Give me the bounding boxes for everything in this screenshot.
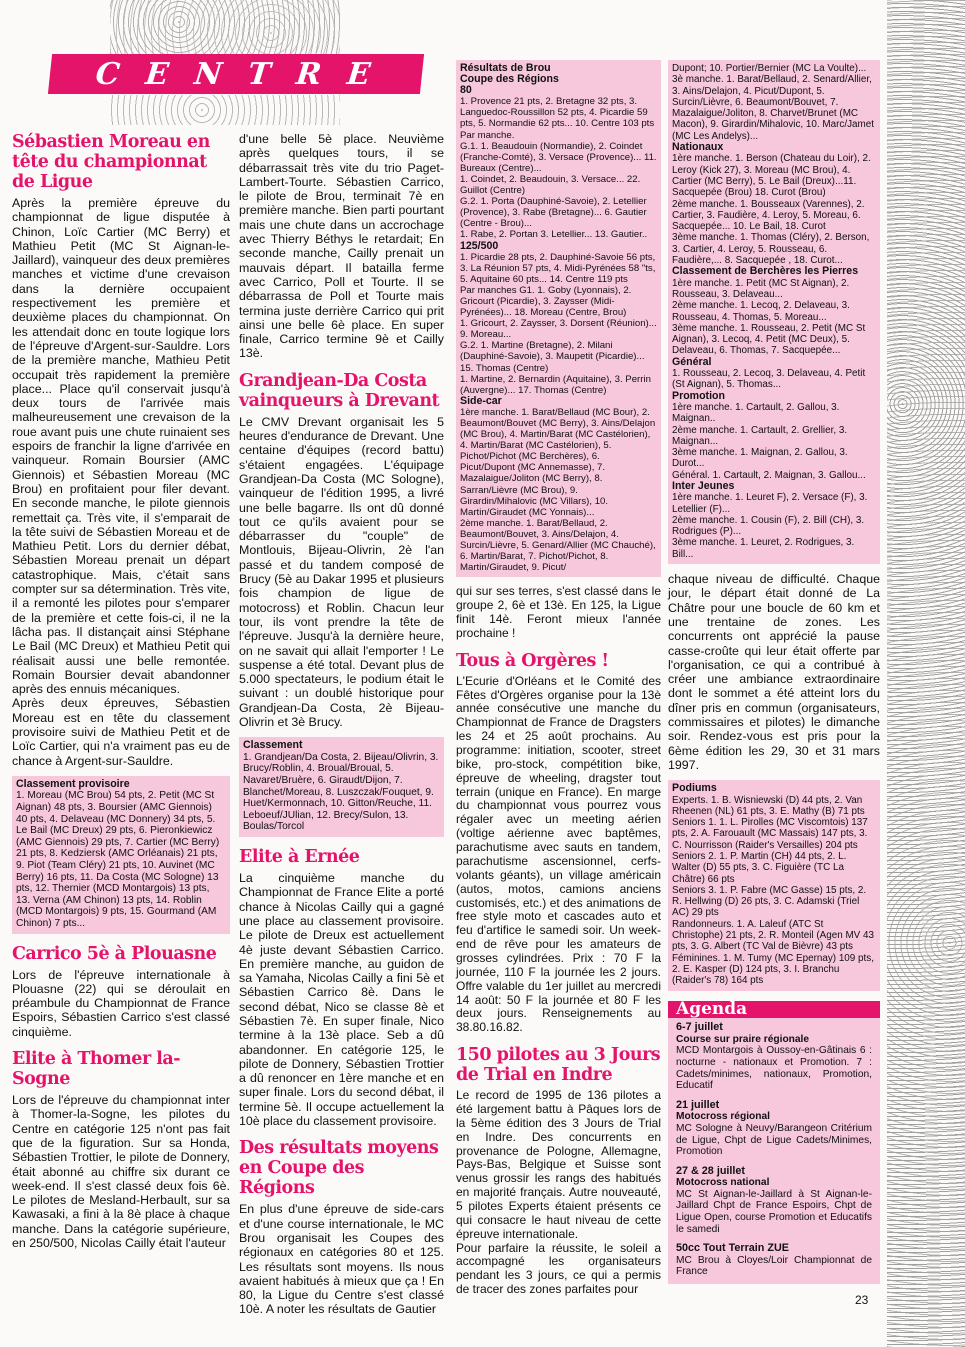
- page-number: 23: [855, 1293, 869, 1307]
- agenda-details: MCD Montargois à Oussoy-en-Gâtinais 6 : nocturne - nationaux et Promotion. 7 : Cadets/minimes, nationaux, Promotion, Educatif: [676, 1045, 872, 1092]
- article-text: La cinquième manche du Championnat de France Elite a porté chance à Nicolas Cailly qui a gagné une place au classement provisoire. Le pilote de Dreux est actuellement 4è juste devant Sébastien Carrico. En première manche, au guidon de sa Yamaha, Nicolas Cailly a fini 5è et Sébastien Carrico 8è. Dans le second débat, Nico se classe 8è et Sébastien 7è. En super finale, Nico termine à la 13è place. Seb a dû abandonner. En catégorie 125, le pilote de Donnery, Sébastien Trottier a dû renoncer en 1ère manche et en super finale. Lors du second débat, il termine 5è. Il occupe actuellement la 10è place du classement provisoire.: [239, 871, 444, 1129]
- results-line: 2ème manche. 1. Bousseaux (Varennes), 2. Cartier, 3. Faudière, 4. Leroy, 5. Moreau, 6. Sacquepée... 10. Le Bail, 18. Curot: [672, 198, 865, 233]
- article-text: Lors de l'épreuve internationale à Plouasne (22) qui se déroulait en préambule du Championnat de France Espoirs, Sébastien Carrico s'est classé cinquième.: [12, 967, 230, 1039]
- results-line: 1ère manche. 1. Berson (Chateau du Loir), 2. Leroy (Kick 27), 3. Moreau (MC Brou), 4. Cartier (MC Berry), 5. Le Bail (Dreux)...11. Sacquepée (Brou) 18. Curot (Brou): [672, 153, 871, 199]
- headline-ernee: Elite à Ernée: [239, 847, 360, 868]
- agenda-date: 27 & 28 juillet: [676, 1164, 746, 1177]
- headline-coupe-regions: Des résultats moyens en Coupe des Régions: [239, 1138, 439, 1199]
- results-line: 1. Coindet, 2. Beaudouin, 3. Versace... 22. Guillot (Centre): [460, 173, 641, 197]
- results-line: 1ère manche. 1. Barat/Bellaud (MC Bour), 2. Beaumont/Bouvet (MC Berry), 3. Ains/Delajon (MC Brou), 4. Martin/Barat (MC Castélorien), 4. Martin/Barat (MC Castélorien), 5. Pichot/Pichot (MC Berchères), 6. Picut/Dupont (MC Annemasse), 7. Mazalaigue/Joliton (MC Berry), 8. Sarran/Lièvre (MC Brou), 9. Girardin/Mihalovic (MC Villars), 10. Martin/Giraudet (MC Yonnais)...: [460, 406, 656, 518]
- agenda-date: 6-7 juillet: [676, 1021, 723, 1034]
- results-heading: Coupe des Régions: [460, 73, 559, 86]
- article-text: Après deux épreuves, Sébastien Moreau est en tête du classement provisoire suivi de Mathieu Petit et de Loïc Cartier, qui n'a vraiment pas eu de chance à Argent-sur-Sauldre.: [12, 696, 230, 768]
- ranking-box: [239, 737, 444, 837]
- article-text: Après la première épreuve du championnat de ligue disputée à Chinon, Loïc Cartier (MC Berry) et Mathieu Petit (MC St Aignan-le-Jaillard), vainqueur des deux premières manches et victime d'une crevaison dans la dernière occupaient respectivement les première et deuxième places du championnat. On les attendait donc en toute logique lors de l'épreuve d'Argent-sur-Sauldre. Lors de la première manche, Mathieu Petit occupait très rapidement la première place... Place qu'il conservait jusqu'à deux tours de l'arrivée mais malheureusement une crevaison de la roue avant puis une chute ruinaient ses espoirs de franchir la ligne d'arrivée en vainqueur. Romain Boursier (AMC Giennois) et Sébastien Moreau (MC Brou) en profitaient pour filer devant. En seconde manche, le pilote giennois remettait ça. Très vite, il s'emparait de la tête suivi de Sébastien Moreau et de Mathieu Petit. Lors du dernier débat, Sébastien Moreau prenait un départ catastrophique. Mais, c'était sans compter sur sa détermination. Très vite, il a remonté les pilotes pour s'emparer de la première et cette fois-ci, il ne la lâcha pas. Il distançait ainsi Stéphane Le Bail (MC Dreux) et Mathieu Petit qui réalisait aussi une belle remontée. Romain Boursier devait abandonner après des ennuis mécaniques.: [12, 196, 230, 697]
- agenda-event: Course sur praire régionale: [676, 1033, 810, 1045]
- results-line: 1ère manche. 1. Petit (MC St Aignan), 2. Rousseau, 3. Delaveau...: [672, 277, 850, 300]
- agenda-event: Motocross national: [676, 1177, 770, 1189]
- headline-trial-indre: 150 pilotes au 3 Jours de Trial en Indre: [456, 1045, 661, 1086]
- decorative-speckle-top: [110, 0, 340, 55]
- column-4: [668, 60, 880, 1284]
- results-line: G.2. 1. Martine (Bretagne), 2. Milani (Dauphiné-Savoie), 3. Maupetit (Picardie)... 15. Thomas (Centre): [460, 340, 645, 374]
- podium-line: Experts. 1. B. Wisniewski (D) 44 pts, 2. Van Rheenen (NL) 61 pts, 3. E. Mathy (B) 71 pts: [672, 794, 865, 817]
- article-text: Le CMV Drevant organisait les 5 heures d'endurance de Drevant. Une centaine d'équipes (record battu) s'étaient engagées. L'équipage Grandjean-Da Costa (MC Sologne), vainqueur de l'édition 1995, a livré une belle bagarre. Ils ont dû donné tout ce qu'ils avaient pour se débarrasser du "couple" de Montlouis, Bijeau-Olivrin, 2è l'an passé et du tandem composé de Brucy (5è au Dakar 1995 et plusieurs fois champion de ligue de motocross) et Roblin. Chacun leur tour, ils vont prendre la tête de l'épreuve. Jusqu'à la dernière heure, on ne savait qui allait l'emporter ! Le suspense a été total. Devant plus de 5.000 spectateurs, le podium était le suivant : un doublé historique pour Grandjean-Da Costa, 2è Bijeau-Olivrin et 3è Brucy.: [239, 414, 444, 729]
- ranking-box-text: 1. Moreau (MC Brou) 54 pts, 2. Petit (MC St Aignan) 48 pts, 3. Boursier (AMC Giennois) 40 pts, 4. Delaveau (MC Donnery) 34 pts, 5. Le Bail (MC Dreux) 29 pts, 6. Pieronkiewicz (AMC Giennois) 29 pts, 7. Cartier (MC Berry) 21 pts, 8. Kedziersk (AMC Orléanais) 21 pts, 9. Piot (Team Cléry) 21 pts, 10. Auvinet (MC Berry) 16 pts, 11. Da Costa (MC Sologne) 13 pts, 12. Thernier (MCD Montargois) 13 pts, 13. Verna (AM Chinon) 13 pts, 14. Roblin (MCD Montargois) 9 pts, 15. Gourmand (AM Chinon) 7 pts...: [16, 790, 220, 929]
- podium-box: [668, 780, 880, 990]
- results-heading: Inter Jeunes: [672, 479, 735, 492]
- results-line: 3ème manche. 1. Rousseau, 2. Petit (MC St Aignan), 3. Lecoq, 4. Petit (MC Deux), 5. Delaveau, 6. Thomas, 7. Sacquepée...: [672, 322, 866, 357]
- agenda-date: 50cc Tout Terrain ZUE: [676, 1242, 789, 1255]
- results-heading: 80: [460, 84, 472, 97]
- results-heading: Nationaux: [672, 141, 724, 154]
- ranking-box-text: 1. Grandjean/Da Costa, 2. Bijeau/Olivrin, 3. Brucy/Roblin, 4. Broual/Broual, 5. Navaret/Bruère, 6. Giraudt/Dijon, 7. Blanchet/Moreau, 8. Luszczak/Fouquet, 9. Huet/Kermonnach, 10. Gitton/Reuche, 11. Leboeuf/JUlian, 12. Brecy/Sulon, 13. Boulas/Torcol: [243, 751, 439, 833]
- section-title: CENTRE: [94, 56, 398, 92]
- results-line: 3ème manche. 1. Maignan, 2. Gallou, 3. Durot...: [672, 447, 848, 470]
- agenda-box: [668, 998, 880, 1284]
- results-line: 2ème manche. 1. Lecoq, 2. Delaveau, 3. Rousseau, 4. Thomas, 5. Moreau...: [672, 300, 850, 323]
- agenda-event: Motocross régional: [676, 1111, 770, 1123]
- column-1: [12, 132, 230, 1250]
- results-line: 3ème manche. 1. Thomas (Cléry), 2. Berson, 3. Cartier, 4. Leroy, 5. Rousseau, 6. Faudière,... 8. Sacquepée , 18. Curot...: [672, 232, 870, 267]
- ranking-box-title: Classement: [243, 739, 303, 752]
- ranking-box: [12, 776, 230, 934]
- podium-title: Podiums: [672, 782, 717, 795]
- headline-moreau: Sébastien Moreau en tête du championnat de Ligue: [12, 132, 210, 192]
- headline-orgeres: Tous à Orgères !: [456, 650, 609, 671]
- podium-line: Randonneurs. 1. A. Laleuf (ATC St Christophe) 21 pts, 2. R. Monteil (Agen MV 43 pts, 3. G. Albert (TC Val de Bièvre) 43 pts Féminines. 1. M. Tumy (MC Epernay) 109 pts, 2. E. Kasper (D) 124 pts, 3. I. Branchu (Raider's 78) 164 pts: [672, 918, 874, 987]
- results-line: 1. Rabe, 2. Portan 3. Letellier... 13. Gautier..: [460, 229, 648, 241]
- podium-line: Seniors 3. 1. P. Fabre (MC Gasse) 15 pts, 2. R. Hellwing (D) 26 pts, 3. C. Adamski (Triel AC) 29 pts: [672, 884, 867, 919]
- article-text: Lors de l'épreuve du championnat inter à Thomer-la-Sogne, les pilotes du Centre en catégorie 125 n'ont pas fait que de la figuration. Sur sa Honda, Sébastien Trottier, le pilote de Donnery, était abonné au chiffre six durant ce week-end. Il s'est classé deux fois 6è. Le pilotes de Mesland-Herbault, sur sa Kawasaki, a fini à la 8è place à chaque manche. Dans la catégorie supérieure, en 250/500, Nicolas Cailly était l'auteur: [12, 1093, 230, 1251]
- results-line: 3ème manche. 1. Leuret, 2. Rodrigues, 3. Bill...: [672, 537, 855, 560]
- article-text: d'une belle 5è place. Neuvième après quelques tours, il se débarrassait très vite du trio Paget-Lambert-Tourte. Sébastien Carrico, le pilote de Brou, terminait 7è en première manche. Bien parti pourtant mais une chute dans un accrochage avec Thierry Béthys le retardait; En seconde manche, Cailly prenait un mauvais départ. Il batailla ferme avec Carrico, Poll et Tourte. Il se débarrassa de Poll et Tourte mais termina juste derrière Carrico qui prit ainsi une belle 6è place. En super finale, Carrico termine 9è et Cailly 13è.: [239, 132, 444, 361]
- column-2: [239, 132, 444, 1317]
- article-text: chaque niveau de difficulté. Chaque jour, le départ était donné de La Châtre pour une boucle de 60 km et une trentaine de zones. Les concurrents ont apprécié la pause casse-croûte qui leur était offerte par l'organisation, ce qui a contribué à créer une ambiance extraordinaire dont le sommet a été atteint lors du dîner pris en commun (organisateurs, commissaires et pilotes) le dimanche soir. Rendez-vous est pris pour la 6ème édition les 29, 30 et 31 mars 1997.: [668, 572, 880, 772]
- podium-line: Seniors 2. 1. P. Martin (CH) 44 pts, 2. L. Walter (D) 55 pts, 3. C. Figuière (TC La Châtre) 66 pts: [672, 851, 847, 885]
- results-line: Général. 1. Cartault, 2. Maignan, 3. Gallou...: [672, 469, 866, 481]
- results-line: 1. Martine, 2. Bernardin (Aquitaine), 3. Perrin (Auvergne)... 17. Thomas (Centre): [460, 373, 651, 396]
- results-box-brou: [456, 60, 661, 577]
- results-line: 1. Picardie 28 pts, 2. Dauphiné-Savoie 56 pts, 3. La Réunion 57 pts, 4. Midi-Pyrénées 58 "ts, 5. Aquitaine 60 pts... 14. Centre 119 pts: [460, 251, 656, 285]
- results-heading: Général: [672, 355, 712, 368]
- column-3: [456, 60, 661, 1297]
- results-line: 1ère manche. 1. Leuret F), 2. Versace (F), 3. Letellier (F)...: [672, 492, 868, 515]
- headline-thomer: Elite à Thomer la-Sogne: [12, 1049, 181, 1090]
- results-heading: Side-car: [460, 394, 502, 407]
- section-banner: [48, 54, 424, 94]
- article-text: Le record de 1995 de 136 pilotes a été largement battu à Pâques lors de la 5ème édition des 3 Jours de Trial en Indre. Des concurrents en provenance de Pologne, Allemagne, Pays-Bas, Belgique et Suisse sont venus grossir les rangs des habitués en majorité français. Autre nouveauté, 5 pilotes Experts étaient présents ce qui consacre le haut niveau de cette épreuve internationale.: [456, 1088, 661, 1241]
- results-line: Dupont; 10. Portier/Bernier (MC La Voulte)...: [672, 63, 867, 74]
- headline-drevant: Grandjean-Da Costa vainqueurs à Drevant: [239, 370, 440, 411]
- decorative-speckle-mid: [110, 95, 340, 125]
- results-heading: Promotion: [672, 389, 725, 402]
- results-line: G.1. 1. Beaudouin (Normandie), 2. Coindet (Franche-Comté), 3. Versace (Provence)... 11. Bureaux (Centre)...: [460, 140, 657, 174]
- article-text: Pour parfaire la réussite, le soleil a accompagné les organisateurs pendant les 3 jours, ce qui a permis de tracer des zones parfaites pour: [456, 1240, 661, 1297]
- agenda-details: MC Brou à Cloyes/Loir Championnat de France: [676, 1254, 872, 1278]
- article-text: qui sur ses terres, s'est classé dans le groupe 2, 6è et 13è. En 125, la Ligue finit 14è. Feront mieux l'année prochaine !: [456, 584, 661, 640]
- results-line: 1. Rousseau, 2. Lecoq, 3. Delaveau, 4. Petit (St Aignan), 5. Thomas...: [672, 368, 866, 391]
- results-line: 2ème manche. 1. Cousin (F), 2. Bill (CH), 3. Rodrigues (P)...: [672, 514, 865, 538]
- agenda-details: MC Sologne à Neuvy/Barangeon Critérium de Ligue, Chpt de Ligue Cadets/Minimes, Promotion: [676, 1122, 872, 1158]
- results-heading: Résultats de Brou: [460, 62, 551, 74]
- results-line: 3è manche. 1. Barat/Bellaud, 2. Senard/Allier, 3. Ains/Delajon, 4. Picut/Dupont, 5. Surcin/Lièvre, 6. Beaumont/Bouvet, 7. Mazalaigue/Joliton, 8. Charvet/Brunet (MC Macon), 9. Girardin/Mihalovic, 10. Marc/Jamet (MC Les Andelys)...: [672, 74, 874, 142]
- results-heading: Classement de Berchères les Pierres: [672, 265, 859, 278]
- results-line: 2ème manche. 1. Cartault, 2. Grellier, 3. Maignan...: [672, 424, 848, 447]
- decorative-speckle-border: [887, 0, 965, 1347]
- agenda-details: MC St Aignan-le-Jaillard à St Aignan-le-Jaillard Chpt de France Espoirs, Chpt de Ligue Open, course Promotion et Educatifs le samedi: [676, 1188, 872, 1235]
- agenda-date: 21 juillet: [676, 1098, 720, 1111]
- results-box-continued: [668, 60, 880, 564]
- results-line: Par manches G1. 1. Goby (Lyonnais), 2. Gricourt (Picardie), 3. Zaysser (Midi-Pyrénées)... 18. Moreau (Centre, Brou): [460, 284, 632, 319]
- agenda-title: Agenda: [668, 1001, 880, 1019]
- results-line: 1. Gricourt, 2. Zaysser, 3. Dorsent (Réunion)... 9. Moreau...: [460, 318, 657, 341]
- ranking-box-title: Classement provisoire: [16, 777, 130, 790]
- article-text: L'Ecurie d'Orléans et le Comité des Fêtes d'Orgères organise pour la 13è année consécutive une manche du Championnat de France de Dragsters les 24 et 25 août prochains. Au programme: initiation, scooter, street bike, pro-stock, compétition bike, épreuve de wheeling, dragster tout terrain (unique en France). En marge du championnat vous pourrez vous régaler avec un meeting aérien (voltige aérienne avec baptêmes, parachutisme avec sauts en tandem, parachutisme ascensionnel, cerfs-volants géants), un village américain (autos, motos, camions anciens customisés, etc.) et des animations de free style moto et cascades auto et feu d'artifice le samedi soir. Un week-end de rêve pour les amateurs de grosses cylindrées. Prix : 70 F la journée, 110 F la journée les 2 jours. Offre valable du 1er juillet au mercredi 14 août: 50 F la journée et 80 F les deux jours. Renseignements au 38.80.16.82.: [456, 673, 661, 1035]
- results-line: 1. Provence 21 pts, 2. Bretagne 32 pts, 3. Languedoc-Roussillon 52 pts, 4. Picardie 59 pts, 5. Normandie 62 pts... 10. Centre 103 pts Par manche.: [460, 96, 655, 141]
- results-heading: 125/500: [460, 239, 499, 252]
- results-line: 2ème manche. 1. Barat/Bellaud, 2. Beaumont/Bouvet, 3. Ains/Delajon, 4. Surcin/Lièvre, 5. Genard/Allier (MC Chauché), 6. Martin/Barat, 7. Pichot/Pichot, 8. Martin/Giraudet, 9. Picut/: [460, 517, 656, 574]
- podium-line: Seniors 1. 1. L. Pirolles (MC Viscomtois) 137 pts, 2. A. Farouault (MC Massais) 147 pts, 3. C. Nourrisson (Raider's Versailles) 204 pts: [672, 817, 868, 851]
- headline-carrico: Carrico 5è à Plouasne: [12, 943, 217, 964]
- article-text: En plus d'une épreuve de side-cars et d'une course internationale, le MC Brou organisait les Coupes des régionaux en catégories 80 et 125. Les résultats sont moyens. Ils nous avaient habitués à mieux que ça ! En 80, la Ligue du Centre s'est classé 10è. A noter les résultats de Gautier: [239, 1202, 444, 1317]
- results-line: 1ère manche. 1. Cartault, 2. Gallou, 3. Maignan..: [672, 401, 840, 425]
- results-line: G.2. 1. Porta (Dauphiné-Savoie), 2. Letellier (Provence), 3. Rabe (Bretagne)... 6. Gautier (Centre - Brou)...: [460, 196, 647, 230]
